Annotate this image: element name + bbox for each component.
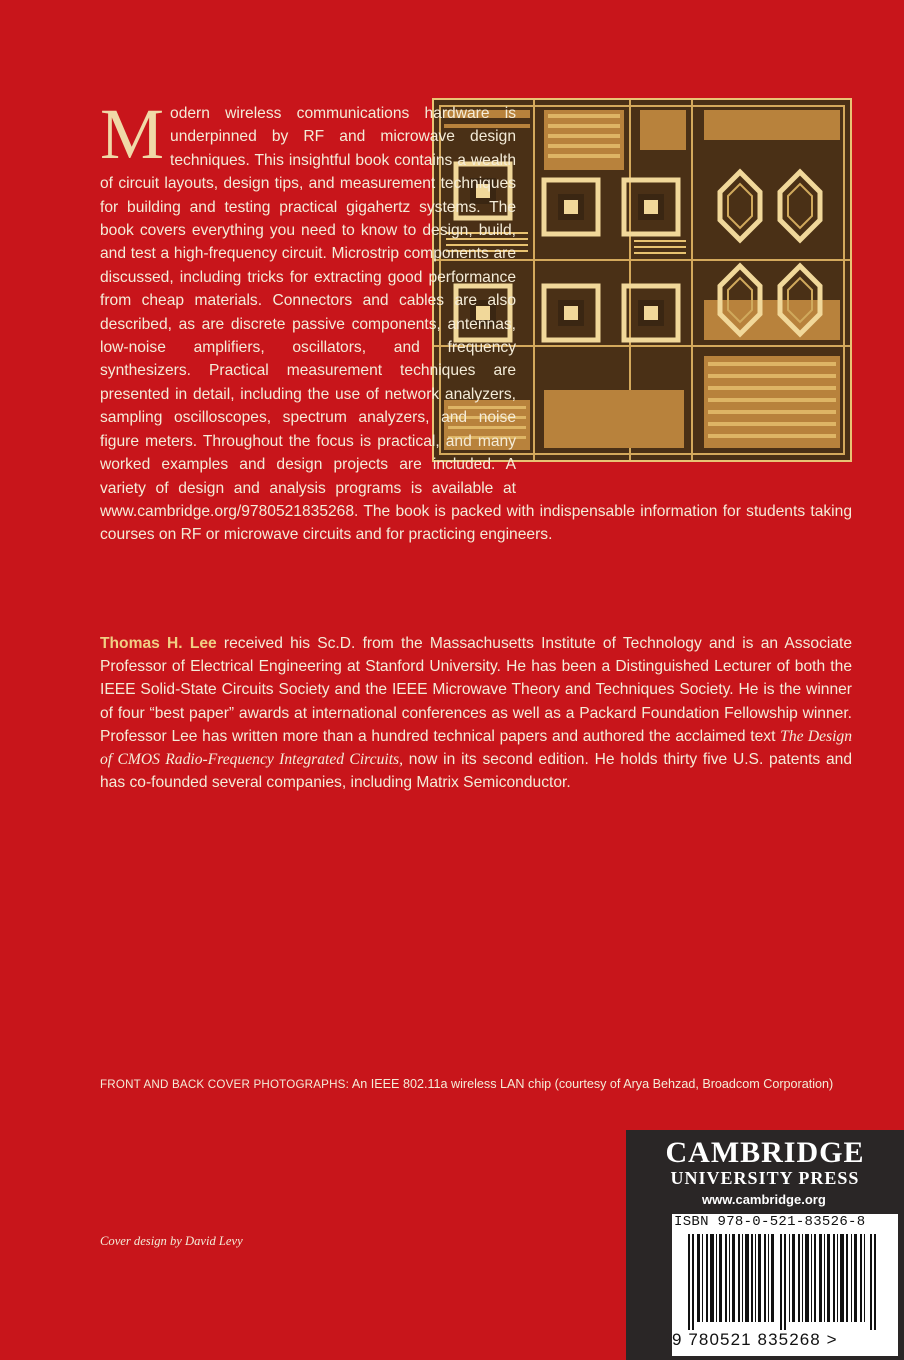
- image-wrap-space: [516, 102, 852, 492]
- photo-credit: [100, 1074, 852, 1095]
- barcode-icon: [688, 1234, 884, 1330]
- bio-text-1: received his Sc.D. from the Massachusetts Institute of Technology and is an Associate Professor of Electrical Engineering at Stanford University. He has been a Distinguished Lecturer of both the IEEE Solid-State Circuits Society and the IEEE Microwave Theory and Techniques Society. He is the winner of four “best paper” awards at international conferences as well as a Packard Foundation Fellowship winner. Professor Lee has written more than a hundred technical papers and authored the acclaimed text: [100, 635, 853, 745]
- bio-text-2: now in its second edition. He holds thirty five U.S. patents and has co-founded several companies, including Matrix Semiconductor.: [100, 751, 852, 792]
- publisher-name: CAMBRIDGE: [665, 1136, 865, 1169]
- publisher-press: UNIVERSITY PRESS: [670, 1168, 860, 1188]
- isbn-label: ISBN 978-0-521-83526-8: [674, 1214, 866, 1230]
- barcode-digits: 9 780521 835268 >: [672, 1330, 838, 1349]
- photo-credit-label: FRONT AND BACK COVER PHOTOGRAPHS:: [100, 1078, 350, 1091]
- publisher-url: www.cambridge.org: [702, 1192, 826, 1207]
- photo-credit-text: An IEEE 802.11a wireless LAN chip (courtesy of Arya Behzad, Broadcom Corporation): [349, 1077, 834, 1091]
- book-description: [100, 94, 852, 547]
- book-title-reference: The Design of CMOS Radio-Frequency Integrated Circuits,: [100, 727, 853, 769]
- description-text: odern wireless communications hardware is underpinned by RF and microwave design techniques. This insightful book contains a wealth of circuit layouts, design tips, and measurement techniques for building and testing practical gigahertz systems. The book covers everything you need to know to design, build, and test a high-frequency circuit. Microstrip components are discussed, including tricks for extracting good performance from cheap materials. Connectors and cables are also described, as are discrete passive components, antennas, low-noise amplifiers, oscillators, and frequency synthesizers. Practical measurement techniques are presented in detail, including the use of network analyzers, sampling oscilloscopes, spectrum analyzers, and noise figure meters. Throughout the focus is practical, and many worked examples and design projects are included. A variety of design and analysis programs is available at www.cambridge.org/9780521835268. The book is packed with indispensable information for students taking courses on RF or microwave circuits and for practicing engineers.: [100, 105, 852, 544]
- author-name: Thomas H. Lee: [100, 635, 217, 652]
- barcode-panel: [672, 1214, 898, 1356]
- cover-design-credit: Cover design by David Levy: [100, 1234, 243, 1248]
- drop-cap: M: [100, 94, 165, 174]
- author-bio: [100, 632, 852, 794]
